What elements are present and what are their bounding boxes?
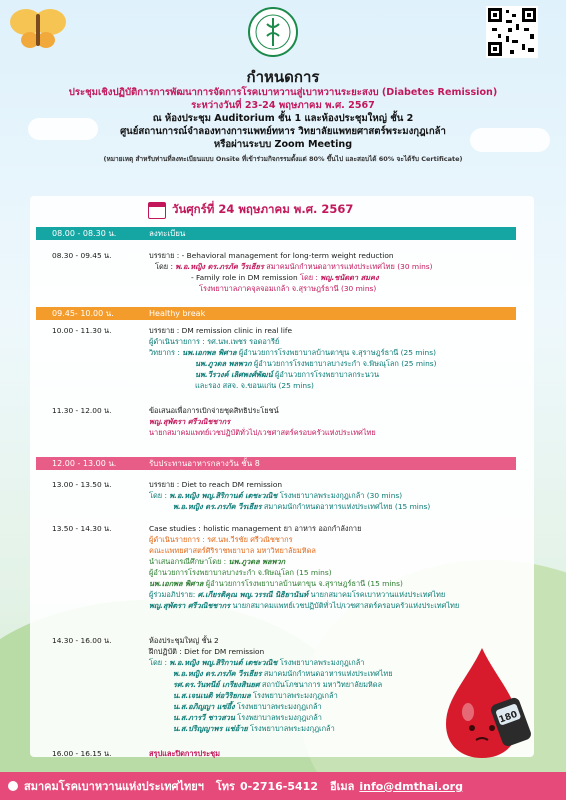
session-topic: สรุปและปิดการประชุม <box>149 749 221 758</box>
speaker-name: พ.อ.หญิง ดร.ภรภัค วีรเธียร <box>173 502 262 511</box>
session-topic: - Family role in DM remission <box>191 273 300 282</box>
speaker-affiliation: โรงพยาบาลพระมงกุฎเกล้า <box>234 702 322 711</box>
certificate-note: (หมายเหตุ สำหรับท่านที่ลงทะเบียนแบบ Onsite ที่เข้าร่วมกิจกรรมตั้งแต่ 80% ขึ้นไป และสอบได้ 60% จะได้รับ Certificate) <box>103 155 463 163</box>
speaker-affiliation: โรงพยาบาลพระมงกุฎเกล้า <box>250 691 338 700</box>
panelist-label: ผู้ร่วมอภิปราย: <box>149 590 198 599</box>
speaker-affiliation: ผู้อำนวยการโรงพยาบาลบางระกำ จ.พิษณุโลก (25 mins) <box>251 359 437 368</box>
day-heading-text: วันศุกร์ที่ 24 พฤษภาคม พ.ศ. 2567 <box>172 202 354 216</box>
speaker-name: นพ.ภูวดล พลพวก <box>228 557 286 566</box>
day-heading <box>148 200 353 220</box>
speaker-affiliation: และรอง สสจ. จ.ขอนแก่น (25 mins) <box>195 381 314 390</box>
venue-line: หรือผ่านระบบ Zoom Meeting <box>213 139 353 150</box>
session-topic: บรรยาย : - Behavioral management for long-term weight reduction <box>149 251 394 260</box>
session-topic: บรรยาย : Diet to reach DM remission <box>149 480 283 489</box>
speaker-affiliation: โรงพยาบาลภาคจุลจอมเกล้า จ.สุราษฎร์ธานี (30 mins) <box>199 284 377 293</box>
speaker-name: นพ.วีรวงค์ เลิศพงศ์พัฒน์ <box>195 370 273 379</box>
meter-reading: 180 <box>497 709 519 726</box>
speaker-affiliation: โรงพยาบาลพระมงกุฎเกล้า <box>247 724 335 733</box>
moderator-affiliation: คณะแพทยศาสตร์ศิริราชพยาบาล มหาวิทยาลัยมหิดล <box>149 546 316 555</box>
speaker-name: พญ.สุพัตรา ศรีวณิชชากร <box>149 417 231 426</box>
presenter-label: นำเสนอกรณีศึกษาโดย : <box>149 557 229 566</box>
phone-number[interactable]: 0-2716-5412 <box>239 779 318 793</box>
speaker-affiliation: ผู้อำนวยการโรงพยาบาลบางระกำ จ.พิษณุโลก (15 mins) <box>149 568 332 577</box>
session-time: 16.00 - 16.15 น. <box>52 749 112 758</box>
speaker-name: พ.อ.หญิง พญ.สิริกานต์ เตชะวณิช <box>169 658 278 667</box>
butterfly-icon <box>8 6 68 50</box>
bar-label: รับประทานอาหารกลางวัน ชั้น 8 <box>149 459 260 468</box>
phone-label: โทร <box>215 780 235 793</box>
speaker-affiliation: นายกสมาคมโรคเบาหวานแห่งประเทศไทย <box>308 590 446 599</box>
speaker-affiliation: ผู้อำนวยการโรงพยาบาลกระนวน <box>272 370 379 379</box>
speaker-name: ศ.เกียรติคุณ พญ.วรรณี นิธิยานันท์ <box>197 590 309 599</box>
speaker-affiliation: สมาคมนักกำหนดอาหารแห่งประเทศไทย <box>261 669 393 678</box>
moderator: ผู้ดำเนินรายการ : รศ.นพ.เพชร รอดอารีย์ <box>149 337 280 346</box>
email-label: อีเมล <box>329 780 355 793</box>
workshop-subtitle: ประชุมเชิงปฏิบัติการการพัฒนาการจัดการโรคเบาหวานสู่เบาหวานระยะสงบ (Diabetes Remission) <box>68 87 498 98</box>
registration-bar <box>36 227 516 240</box>
speaker-affiliation: สถาบันโภชนาการ มหาวิทยาลัยมหิดล <box>259 680 383 689</box>
speaker-affiliation: สมาคมนักกำหนดอาหารแห่งประเทศไทย (15 mins) <box>261 502 431 511</box>
speaker-affiliation: โรงพยาบาลพระมงกุฎเกล้า <box>234 713 322 722</box>
venue-line: ณ ห้องประชุม Auditorium ชั้น 1 และห้องประชุมใหญ่ ชั้น 2 <box>152 113 414 124</box>
speaker-name: น.ส.อภิญญา แซ่อึ้ง <box>173 702 235 711</box>
session-time: 13.50 - 14.30 น. <box>52 524 112 533</box>
session-time: 14.30 - 16.00 น. <box>52 636 112 645</box>
by-label: โดย : <box>299 273 321 282</box>
speaker-label: วิทยากร : <box>149 348 183 357</box>
speaker-name: น.ส.ภารวี ชาวสวน <box>173 713 235 722</box>
session-time: 11.30 - 12.00 น. <box>52 406 112 415</box>
session-topic: Case studies : holistic management ยา อาหาร ออกกำลังกาย <box>149 524 362 533</box>
speaker-name: รศ.ดร.วันทนีย์ เกรียงสินยศ <box>173 680 260 689</box>
session-room: ห้องประชุมใหญ่ ชั้น 2 <box>149 636 219 645</box>
qr-code[interactable] <box>486 6 538 58</box>
speaker-name: น.ส.เจนเนติ ท่อวิริยกมล <box>173 691 251 700</box>
speaker-affiliation: ผู้อำนวยการโรงพยาบาลบ้านตาขุน จ.สุราษฎร์ธานี (15 mins) <box>203 579 403 588</box>
association-logo <box>247 6 299 58</box>
header <box>0 68 566 164</box>
footer-organization: สมาคมโรคเบาหวานแห่งประเทศไทยฯ <box>24 780 204 793</box>
by-label: โดย : <box>149 658 170 667</box>
bar-label: ลงทะเบียน <box>149 229 186 238</box>
speaker-affiliation: นายกสมาคมแพทย์เวชปฏิบัติทั่วไป/เวชศาสตร์ครอบครัวแห่งประเทศไทย <box>230 601 460 610</box>
session-topic: ข้อเสนอเพื่อการเบิกจ่ายชุดสิทธิประโยชน์ <box>149 406 279 415</box>
lunch-bar <box>36 457 516 470</box>
by-label: โดย : <box>155 262 176 271</box>
date-range: ระหว่างวันที่ 23-24 พฤษภาคม พ.ศ. 2567 <box>191 100 375 111</box>
bar-time: 12.00 - 13.00 น. <box>52 459 117 468</box>
speaker-name: พ.อ.หญิง พญ.สิริกานต์ เตชะวณิช <box>169 491 278 500</box>
speaker-name: นพ.เอกพล พิศาล <box>182 348 237 357</box>
speaker-name: พ.อ.หญิง ดร.ภรภัค วีรเธียร <box>175 262 264 271</box>
bar-label: Healthy break <box>149 309 206 318</box>
bar-time: 08.00 - 08.30 น. <box>52 229 117 238</box>
speaker-affiliation: นายกสมาคมแพทย์เวชปฏิบัติทั่วไป/เวชศาสตร์ครอบครัวแห่งประเทศไทย <box>149 428 376 437</box>
session-time: 10.00 - 11.30 น. <box>52 326 112 335</box>
footer-bar <box>0 772 566 800</box>
break-bar <box>36 307 516 320</box>
globe-icon <box>8 781 18 791</box>
speaker-name: พ.อ.หญิง ดร.ภรภัค วีรเธียร <box>173 669 262 678</box>
speaker-name: พญ.ชนัดดา สมคง <box>320 273 379 282</box>
moderator: ผู้ดำเนินรายการ : รศ.นพ.วีรชัย ศรีวณิชชากร <box>149 535 293 544</box>
speaker-affiliation: ผู้อำนวยการโรงพยาบาลบ้านตาขุน จ.สุราษฎร์ธานี (25 mins) <box>236 348 436 357</box>
blood-drop-mascot <box>438 642 534 762</box>
email-link[interactable]: info@dmthai.org <box>359 779 463 793</box>
speaker-name: น.ส.ปริญญาพร แช่อ้าย <box>173 724 248 733</box>
speaker-name: นพ.ภูวดล พลพวก <box>195 359 252 368</box>
by-label: โดย : <box>149 491 170 500</box>
venue-line: ศูนย์สถานการณ์จำลองทางการแพทย์ทหาร วิทยาลัยแพทยศาสตร์พระมงกุฎเกล้า <box>120 126 446 137</box>
speaker-name: นพ.เอกพล พิศาล <box>149 579 204 588</box>
speaker-name: พญ.สุพัตรา ศรีวณิชชากร <box>149 601 231 610</box>
calendar-icon <box>148 202 166 219</box>
page-title: กำหนดการ <box>246 68 320 86</box>
session-time: 13.00 - 13.50 น. <box>52 480 112 489</box>
bar-time: 09.45- 10.00 น. <box>52 309 114 318</box>
session-time: 08.30 - 09.45 น. <box>52 251 112 260</box>
session-topic: บรรยาย : DM remission clinic in real life <box>149 326 293 335</box>
session-topic: ฝึกปฏิบัติ : Diet for DM remission <box>149 647 265 656</box>
speaker-affiliation: สมาคมนักกำหนดอาหารแห่งประเทศไทย (30 mins) <box>263 262 433 271</box>
speaker-affiliation: โรงพยาบาลพระมงกุฎเกล้า <box>277 658 365 667</box>
speaker-affiliation: โรงพยาบาลพระมงกุฎเกล้า (30 mins) <box>277 491 403 500</box>
